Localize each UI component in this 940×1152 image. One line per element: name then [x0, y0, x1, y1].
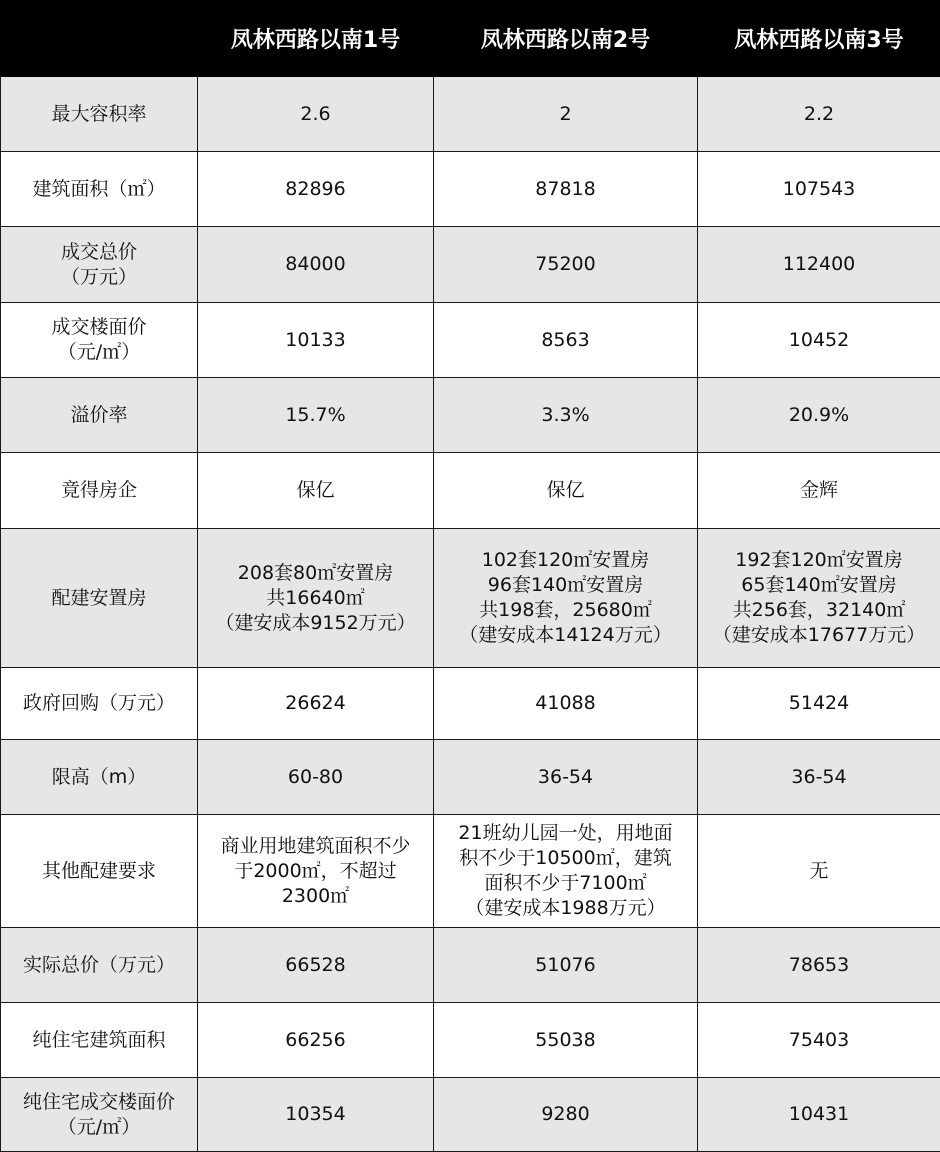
header-plot-1: 凤林西路以南1号: [198, 1, 434, 77]
row-label: 其他配建要求: [1, 815, 198, 928]
cell-plot-1: 66256: [198, 1003, 434, 1078]
row-label: 建筑面积（㎡）: [1, 152, 198, 227]
cell-plot-1: 保亿: [198, 453, 434, 529]
cell-plot-2: 51076: [434, 928, 698, 1003]
row-label: 纯住宅成交楼面价 （元/㎡）: [1, 1078, 198, 1152]
row-label: 最大容积率: [1, 77, 198, 152]
cell-plot-2: 2: [434, 77, 698, 152]
cell-plot-1: 15.7%: [198, 378, 434, 453]
table-row: [1, 529, 940, 668]
cell-plot-1: 208套80㎡安置房 共16640㎡ （建安成本9152万元）: [198, 529, 434, 668]
row-label: 成交楼面价 （元/㎡）: [1, 303, 198, 378]
cell-plot-3: 10431: [698, 1078, 940, 1152]
cell-plot-2: 36-54: [434, 740, 698, 815]
table-row: [1, 1003, 940, 1078]
cell-plot-1: 商业用地建筑面积不少 于2000㎡，不超过 2300㎡: [198, 815, 434, 928]
cell-plot-1: 60-80: [198, 740, 434, 815]
header-plot-3: 凤林西路以南3号: [698, 1, 940, 77]
cell-plot-1: 10133: [198, 303, 434, 378]
cell-plot-1: 10354: [198, 1078, 434, 1152]
cell-plot-3: 20.9%: [698, 378, 940, 453]
cell-plot-3: 2.2: [698, 77, 940, 152]
cell-plot-2: 3.3%: [434, 378, 698, 453]
row-label: 配建安置房: [1, 529, 198, 668]
cell-plot-1: 2.6: [198, 77, 434, 152]
table-row: [1, 928, 940, 1003]
cell-plot-1: 66528: [198, 928, 434, 1003]
cell-plot-2: 55038: [434, 1003, 698, 1078]
cell-plot-2: 8563: [434, 303, 698, 378]
row-label: 实际总价（万元）: [1, 928, 198, 1003]
cell-plot-1: 84000: [198, 227, 434, 303]
cell-plot-2: 21班幼儿园一处，用地面 积不少于10500㎡，建筑 面积不少于7100㎡ （建安成本1988万元）: [434, 815, 698, 928]
table-row: [1, 740, 940, 815]
table-row: [1, 77, 940, 152]
cell-plot-3: 10452: [698, 303, 940, 378]
cell-plot-1: 82896: [198, 152, 434, 227]
cell-plot-2: 41088: [434, 668, 698, 740]
cell-plot-3: 107543: [698, 152, 940, 227]
cell-plot-2: 87818: [434, 152, 698, 227]
row-label: 竟得房企: [1, 453, 198, 529]
cell-plot-3: 51424: [698, 668, 940, 740]
table-row: [1, 303, 940, 378]
cell-plot-3: 78653: [698, 928, 940, 1003]
header-corner: [1, 1, 198, 77]
row-label: 纯住宅建筑面积: [1, 1003, 198, 1078]
cell-plot-2: 75200: [434, 227, 698, 303]
cell-plot-3: 75403: [698, 1003, 940, 1078]
header-row: [1, 1, 940, 77]
table-row: [1, 453, 940, 529]
cell-plot-2: 102套120㎡安置房 96套140㎡安置房 共198套，25680㎡ （建安成本14124万元）: [434, 529, 698, 668]
table-row: [1, 227, 940, 303]
table-row: [1, 815, 940, 928]
table-row: [1, 668, 940, 740]
row-label: 成交总价 （万元）: [1, 227, 198, 303]
header-plot-2: 凤林西路以南2号: [434, 1, 698, 77]
table-row: [1, 152, 940, 227]
cell-plot-3: 金辉: [698, 453, 940, 529]
row-label: 限高（m）: [1, 740, 198, 815]
row-label: 溢价率: [1, 378, 198, 453]
cell-plot-2: 保亿: [434, 453, 698, 529]
cell-plot-1: 26624: [198, 668, 434, 740]
table-row: [1, 378, 940, 453]
cell-plot-3: 无: [698, 815, 940, 928]
cell-plot-3: 112400: [698, 227, 940, 303]
cell-plot-3: 36-54: [698, 740, 940, 815]
row-label: 政府回购（万元）: [1, 668, 198, 740]
cell-plot-2: 9280: [434, 1078, 698, 1152]
table-row: [1, 1078, 940, 1152]
cell-plot-3: 192套120㎡安置房 65套140㎡安置房 共256套，32140㎡ （建安成本17677万元）: [698, 529, 940, 668]
